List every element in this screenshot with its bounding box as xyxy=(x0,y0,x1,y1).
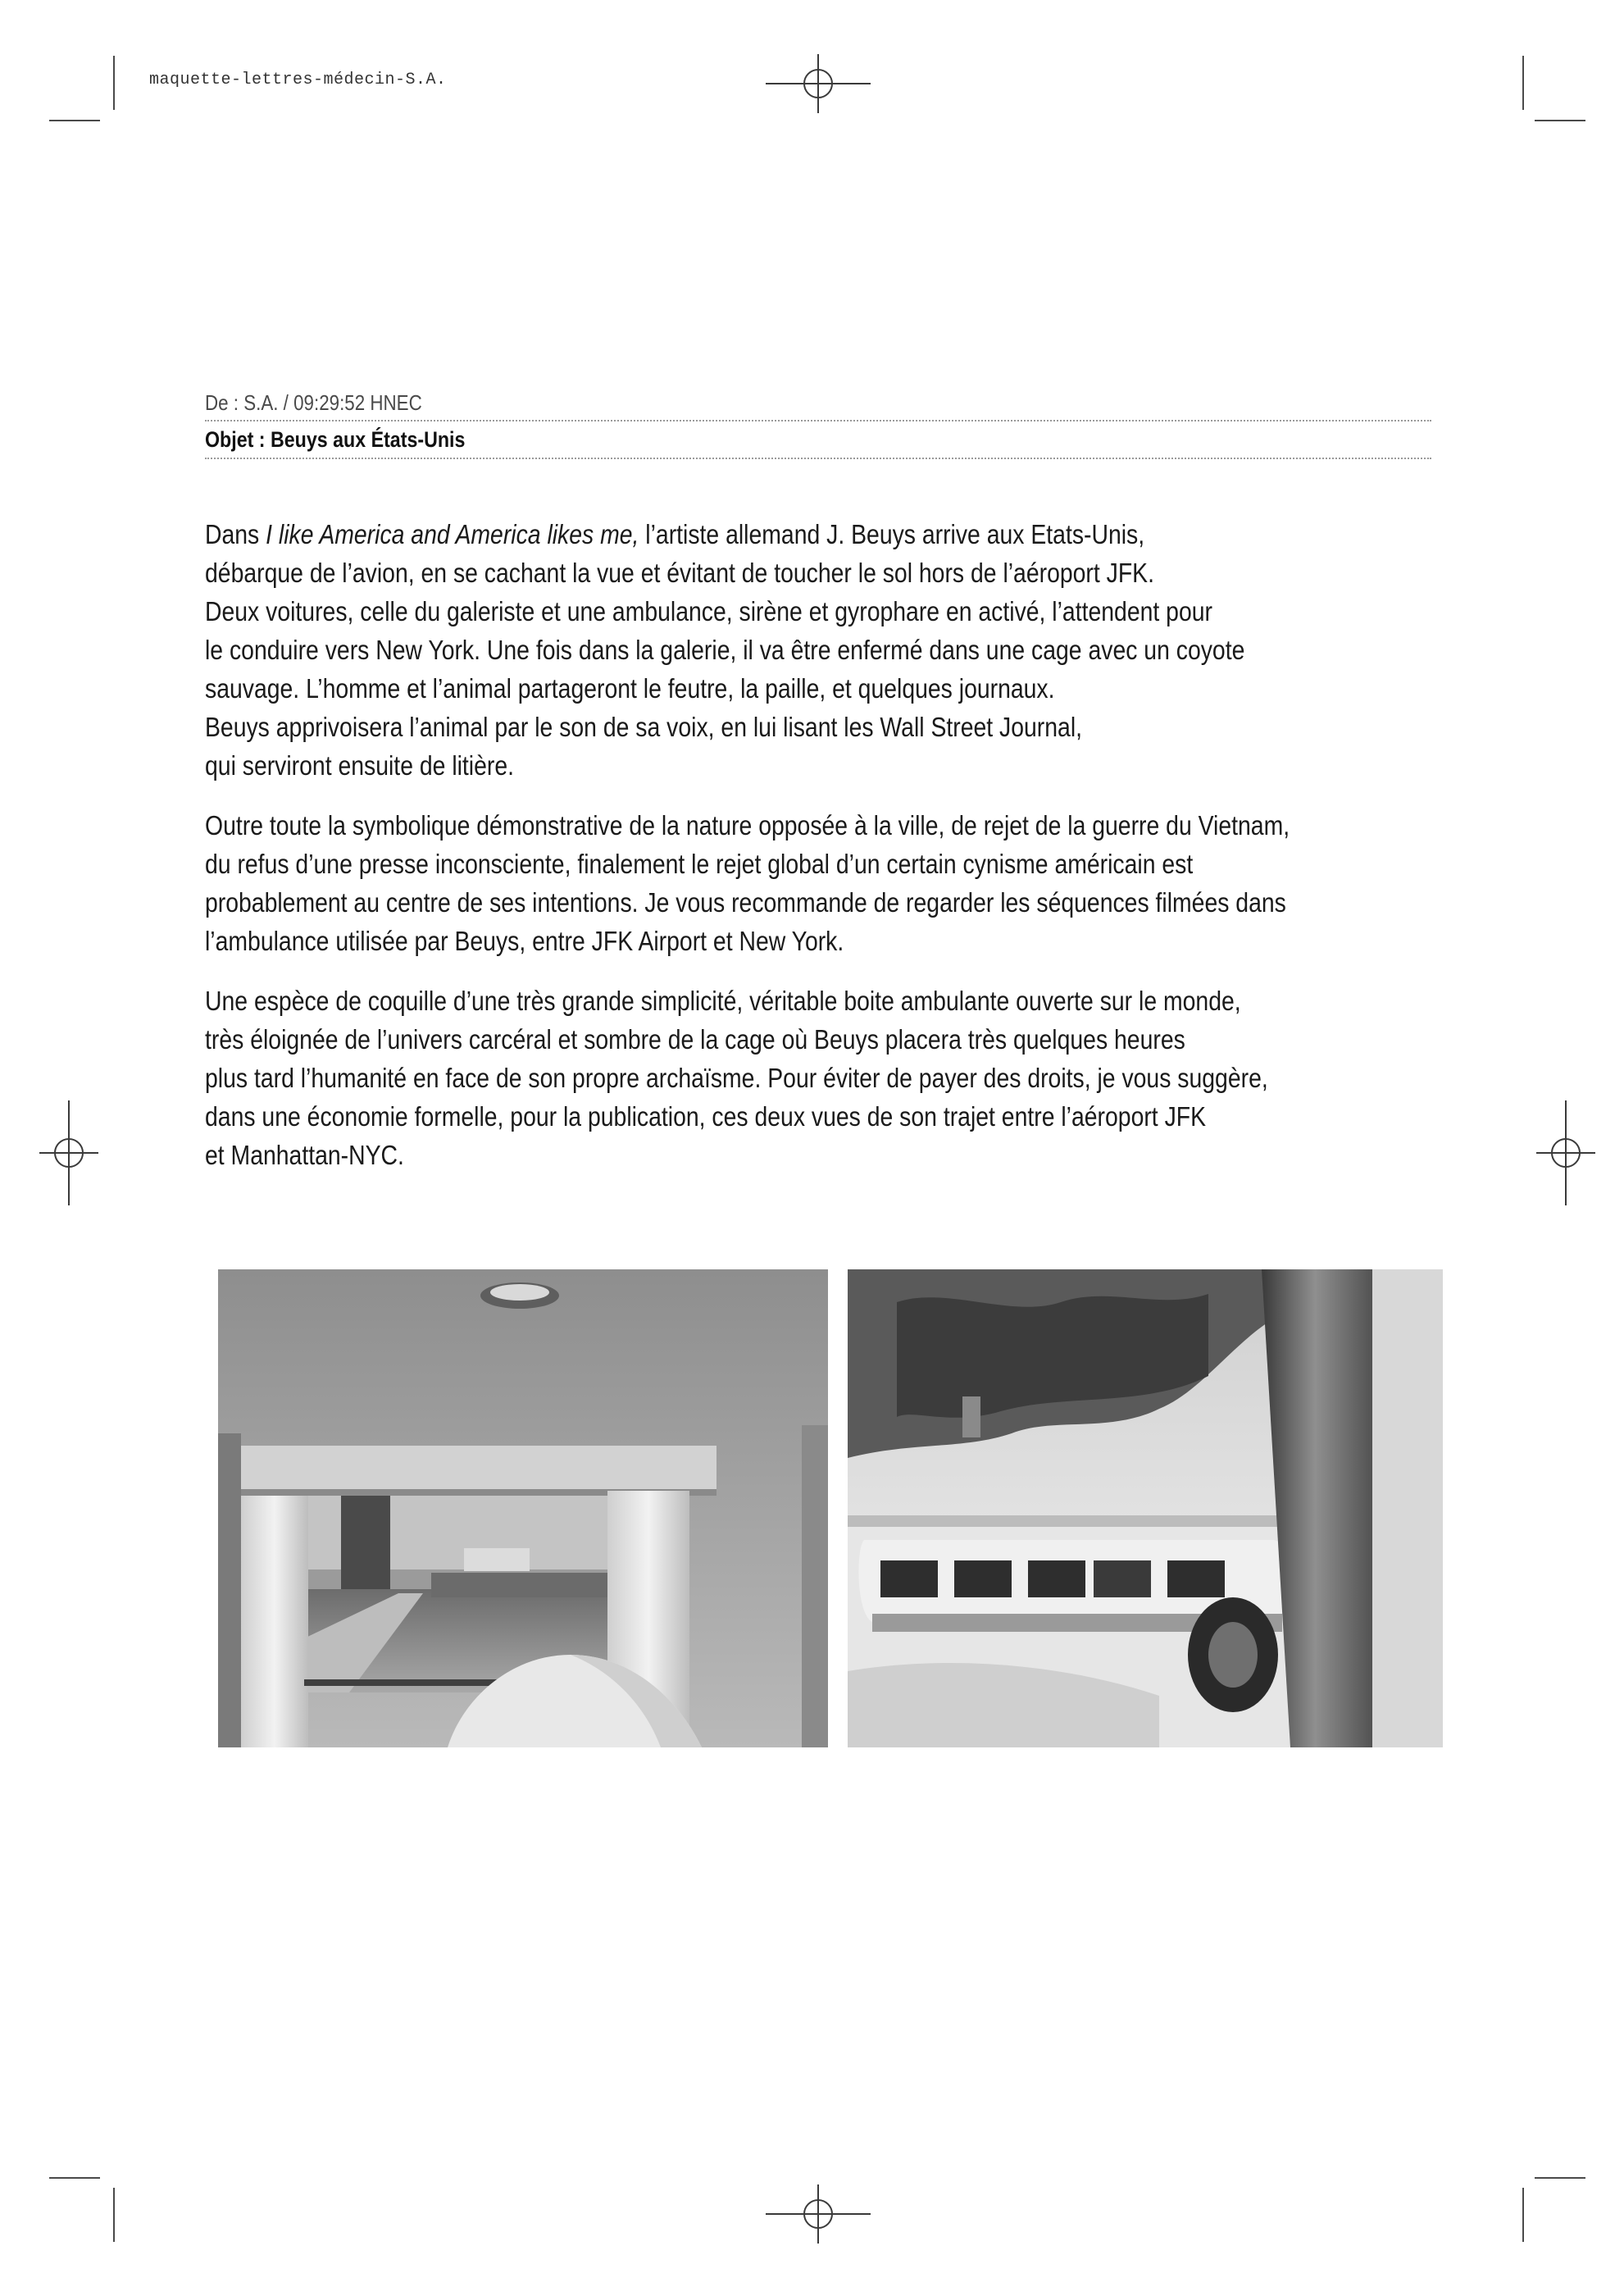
text-line: Beuys apprivoisera l’animal par le son de sa voix, en lui lisant les Wall Street Journal, xyxy=(205,712,1083,742)
text-line: probablement au centre de ses intentions. Je vous recommande de regarder les séquences filmées dans xyxy=(205,887,1286,918)
letter-body xyxy=(205,515,1484,1196)
crosshair-circle-icon xyxy=(766,2162,871,2266)
crop-mark-top-right-vertical xyxy=(1522,56,1524,110)
photo-ambulance-interior xyxy=(218,1269,828,1747)
text-line: du refus d’une presse inconsciente, finalement le rejet global d’un certain cynisme américain est xyxy=(205,849,1194,879)
text-line: et Manhattan-NYC. xyxy=(205,1140,404,1170)
crop-mark-bottom-right-vertical xyxy=(1522,2188,1524,2242)
crosshair-circle-icon xyxy=(1513,1100,1618,1205)
crop-mark-bottom-right-horizontal xyxy=(1535,2177,1585,2179)
paragraph-2 xyxy=(205,806,1484,960)
crop-mark-top-left-horizontal xyxy=(49,120,100,121)
text-line: l’ambulance utilisée par Beuys, entre JFK Airport et New York. xyxy=(205,926,844,956)
photo-window-view xyxy=(848,1269,1443,1747)
text-line: le conduire vers New York. Une fois dans la galerie, il va être enfermé dans une cage avec un coyote xyxy=(205,635,1245,665)
text-line: très éloignée de l’univers carcéral et sombre de la cage où Beuys placera très quelques heures xyxy=(205,1024,1185,1055)
text-line: Une espèce de coquille d’une très grande simplicité, véritable boite ambulante ouverte sur le monde, xyxy=(205,986,1241,1016)
sender-line: De : S.A. / 09:29:52 HNEC xyxy=(205,390,422,415)
text-line: Deux voitures, celle du galeriste et une ambulance, sirène et gyrophare en activé, l’attendent pour xyxy=(205,596,1212,626)
text-line: plus tard l’humanité en face de son propre archaïsme. Pour éviter de payer des droits, je vous suggère, xyxy=(205,1063,1268,1093)
crop-mark-top-right-horizontal xyxy=(1535,120,1585,121)
subject-line: Objet : Beuys aux États-Unis xyxy=(205,427,466,452)
text-span: l’artiste allemand J. Beuys arrive aux Etats-Unis, xyxy=(639,519,1145,549)
crop-mark-bottom-left-horizontal xyxy=(49,2177,100,2179)
document-slug: maquette-lettres-médecin-S.A. xyxy=(149,71,447,89)
letter-header xyxy=(205,385,1431,459)
crosshair-circle-icon xyxy=(766,31,871,136)
text-line: débarque de l’avion, en se cachant la vue et évitant de toucher le sol hors de l’aéroport JFK. xyxy=(205,558,1154,588)
text-line xyxy=(205,515,1305,554)
text-span: Dans xyxy=(205,519,266,549)
paragraph-3 xyxy=(205,982,1484,1174)
crosshair-circle-icon xyxy=(16,1100,121,1205)
text-line: sauvage. L’homme et l’animal partageront le feutre, la paille, et quelques journaux. xyxy=(205,673,1055,704)
text-line: dans une économie formelle, pour la publication, ces deux vues de son trajet entre l’aéroport JFK xyxy=(205,1101,1207,1132)
paragraph-1 xyxy=(205,515,1484,785)
text-line: qui serviront ensuite de litière. xyxy=(205,750,515,781)
work-title: I like America and America likes me, xyxy=(266,519,639,549)
crop-mark-top-left-vertical xyxy=(113,56,115,110)
text-line: Outre toute la symbolique démonstrative de la nature opposée à la ville, de rejet de la guerre du Vietnam, xyxy=(205,810,1290,840)
subject-divider xyxy=(205,458,1431,459)
crop-mark-bottom-left-vertical xyxy=(113,2188,115,2242)
